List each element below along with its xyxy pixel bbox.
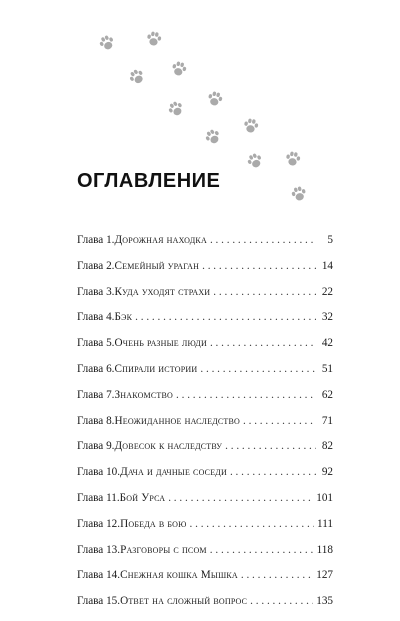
chapter-number: Глава 12.	[77, 517, 121, 530]
page-number: 51	[321, 362, 333, 375]
paw-print-icon	[241, 116, 262, 137]
paw-print-icon	[243, 149, 267, 173]
chapter-number: Глава 9.	[77, 440, 115, 453]
page-number: 22	[321, 285, 333, 298]
chapter-number: Глава 15.	[77, 595, 121, 608]
chapter-title: Дорожная находка	[114, 234, 207, 246]
chapter-title: Бэк	[114, 311, 133, 324]
paw-print-icon	[283, 149, 304, 170]
dot-leader	[210, 544, 314, 556]
chapter-title: Победа в бою	[120, 517, 187, 530]
dot-leader	[210, 234, 316, 246]
toc-title: ОГЛАВЛЕНИЕ	[77, 170, 221, 192]
toc-entry	[77, 518, 333, 544]
chapter-number: Глава 11.	[77, 491, 120, 504]
page-number: 127	[316, 569, 333, 582]
toc-entry	[77, 440, 333, 466]
paw-print-icon	[144, 29, 165, 50]
toc-entry	[77, 466, 333, 492]
toc-list	[77, 234, 333, 621]
dot-leader	[230, 466, 316, 478]
chapter-number: Глава 4.	[77, 311, 115, 324]
paw-print-icon	[124, 64, 149, 89]
dot-leader	[243, 415, 316, 427]
toc-entry	[77, 389, 333, 415]
chapter-number: Глава 3.	[77, 285, 115, 298]
toc-entry	[77, 234, 333, 260]
toc-entry	[77, 544, 333, 570]
chapter-title: Семейный ураган	[114, 259, 200, 272]
page-number: 101	[316, 491, 333, 504]
chapter-number: Глава 7.	[77, 388, 115, 401]
dot-leader	[210, 337, 316, 349]
dot-leader	[176, 389, 316, 401]
page-number: 82	[321, 440, 333, 453]
dot-leader	[213, 286, 316, 298]
paw-print-icon	[164, 97, 189, 122]
page-number: 111	[317, 517, 333, 530]
chapter-number: Глава 13.	[77, 543, 121, 556]
dot-leader	[241, 569, 313, 581]
paw-print-icon	[168, 58, 190, 80]
page-number: 62	[321, 388, 333, 401]
paw-print-icon	[201, 125, 226, 150]
dot-leader	[200, 363, 316, 375]
page-number: 92	[321, 466, 333, 479]
chapter-title: Неожиданное наследство	[114, 414, 241, 427]
chapter-number: Глава 8.	[77, 414, 115, 427]
chapter-title: Знакомство	[114, 388, 173, 401]
dot-leader	[225, 440, 316, 452]
dot-leader	[202, 260, 316, 272]
chapter-number: Глава 1.	[77, 234, 115, 246]
chapter-title: Дача и дачные соседи	[120, 466, 227, 479]
chapter-title: Разговоры с псом	[120, 543, 207, 556]
page-number: 14	[321, 259, 333, 272]
chapter-title: Бой Урса	[119, 491, 166, 504]
toc-entry	[77, 595, 333, 621]
toc-entry	[77, 260, 333, 286]
chapter-title: Куда уходят страхи	[114, 285, 211, 298]
toc-entry	[77, 492, 333, 518]
page-number: 118	[316, 543, 333, 556]
toc-entry	[77, 415, 333, 441]
page-number: 5	[327, 234, 333, 246]
chapter-number: Глава 5.	[77, 337, 115, 350]
toc-entry	[77, 337, 333, 363]
toc-entry	[77, 363, 333, 389]
chapter-number: Глава 6.	[77, 362, 115, 375]
paw-print-icon	[204, 88, 226, 110]
page-number: 71	[321, 414, 333, 427]
page-number: 42	[321, 337, 333, 350]
paw-print-icon	[95, 31, 119, 55]
chapter-title: Очень разные люди	[114, 337, 207, 350]
dot-leader	[135, 311, 316, 323]
dot-leader	[190, 518, 315, 530]
chapter-number: Глава 2.	[77, 259, 115, 272]
chapter-number: Глава 14.	[77, 569, 121, 582]
toc-entry	[77, 569, 333, 595]
toc-entry	[77, 311, 333, 337]
chapter-title: Ответ на сложный вопрос	[120, 595, 248, 608]
chapter-title: Спирали истории	[114, 362, 198, 375]
paw-print-icon	[288, 183, 310, 205]
dot-leader	[168, 492, 313, 504]
chapter-number: Глава 10.	[77, 466, 121, 479]
chapter-title: Снежная кошка Мышка	[120, 569, 238, 582]
dot-leader	[250, 595, 313, 607]
toc-entry	[77, 286, 333, 312]
chapter-title: Довесок к наследству	[114, 440, 223, 453]
page-number: 32	[321, 311, 333, 324]
page-number: 135	[316, 595, 333, 608]
